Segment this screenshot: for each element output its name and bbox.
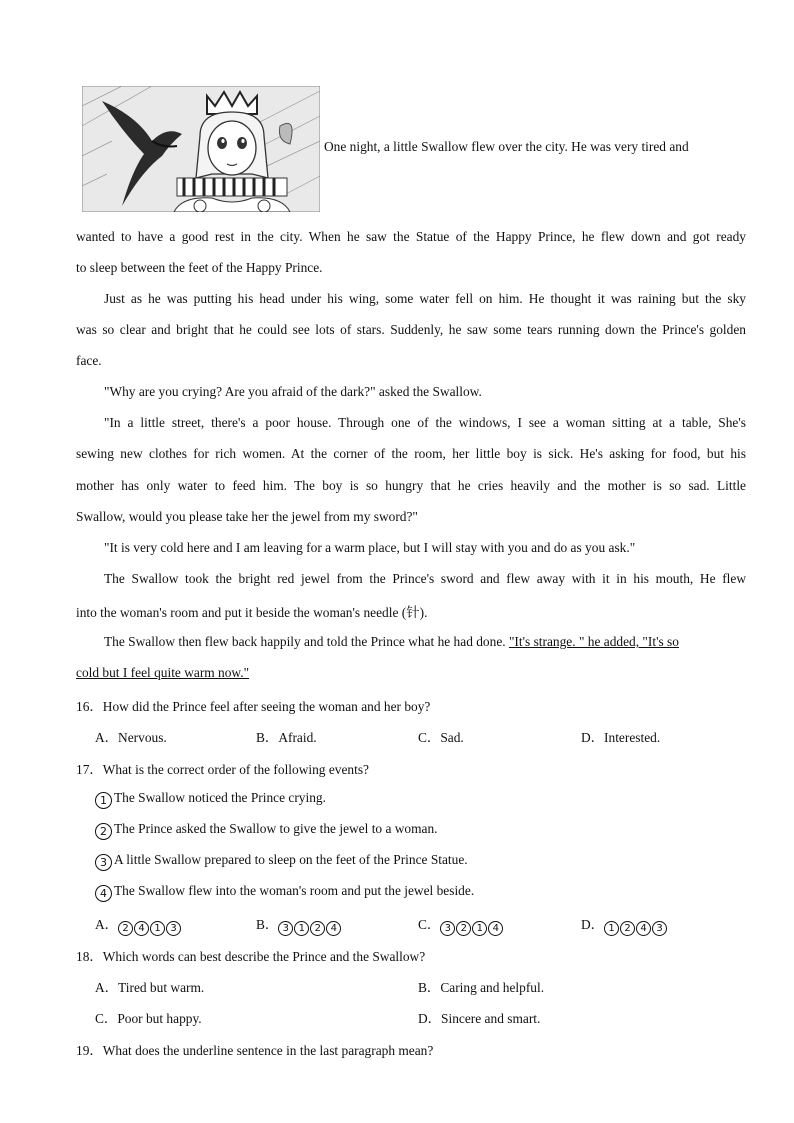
- circled-number: 3: [95, 854, 112, 871]
- circled-number: 2: [620, 921, 635, 936]
- circled-number: 2: [118, 921, 133, 936]
- passage-line: The Swallow took the bright red jewel from the Prince's sword and flew away with it in his mouth, He flew: [104, 571, 746, 586]
- option-label: A．: [95, 917, 119, 932]
- q18-option-c[interactable]: C．Poor but happy.: [95, 1011, 202, 1026]
- q17-event-4: [95, 883, 474, 902]
- passage-line: One night, a little Swallow flew over the city. He was very tired and: [324, 139, 689, 154]
- question-17-stem: 17．What is the correct order of the following events?: [76, 762, 370, 777]
- passage-text: The Swallow then flew back happily and told the Prince what he had done.: [104, 634, 509, 649]
- event-text: The Prince asked the Swallow to give the jewel to a woman.: [114, 821, 438, 836]
- q16-option-c[interactable]: C．Sad.: [418, 730, 464, 745]
- circled-number: 2: [456, 921, 471, 936]
- event-text: A little Swallow prepared to sleep on the feet of the Prince Statue.: [114, 852, 468, 867]
- underlined-sentence: "It's strange. " he added, "It's so: [508, 634, 679, 649]
- q16-option-b[interactable]: B．Afraid.: [256, 730, 317, 745]
- circled-number: 4: [488, 921, 503, 936]
- circled-number: 1: [294, 921, 309, 936]
- circled-number: 3: [440, 921, 455, 936]
- option-label: D．: [581, 917, 605, 932]
- passage-line: was so clear and bright that he could see lots of stars. Suddenly, he saw some tears running down the Prince's golden: [76, 322, 746, 337]
- event-text: The Swallow noticed the Prince crying.: [114, 790, 326, 805]
- passage-line: into the woman's room and put it beside the woman's needle (针).: [76, 605, 428, 620]
- passage-line: wanted to have a good rest in the city. When he saw the Statue of the Happy Prince, he flew down and got ready: [76, 229, 746, 244]
- passage-line: to sleep between the feet of the Happy Prince.: [76, 260, 323, 275]
- q17-event-3: [95, 852, 468, 871]
- circled-number: 1: [472, 921, 487, 936]
- option-label: B．: [256, 917, 279, 932]
- circled-number: 4: [95, 885, 112, 902]
- circled-number: 4: [326, 921, 341, 936]
- question-19-stem: 19．What does the underline sentence in the last paragraph mean?: [76, 1043, 434, 1058]
- q17-option-c[interactable]: [418, 914, 504, 936]
- circled-number: 1: [150, 921, 165, 936]
- passage-line: [104, 634, 746, 650]
- passage-line: mother has only water to feed him. The boy is so hungry that he cries heavily and the mother is so sad. Little: [76, 478, 746, 493]
- passage-line: "In a little street, there's a poor house. Through one of the windows, I see a woman sitting at a table, She's: [104, 415, 746, 430]
- circled-number: 3: [652, 921, 667, 936]
- circled-number: 1: [604, 921, 619, 936]
- q18-option-b[interactable]: B．Caring and helpful.: [418, 980, 545, 995]
- q17-option-a[interactable]: [95, 914, 182, 936]
- passage-line: sewing new clothes for rich women. At the corner of the room, her little boy is sick. He's asking for food, but his: [76, 446, 746, 461]
- q17-option-b[interactable]: [256, 914, 342, 936]
- q16-option-a[interactable]: A．Nervous.: [95, 730, 167, 745]
- circled-number: 3: [166, 921, 181, 936]
- circled-number: 2: [95, 823, 112, 840]
- circled-number: 4: [134, 921, 149, 936]
- q16-option-d[interactable]: D．Interested.: [581, 730, 661, 745]
- question-16-stem: 16．How did the Prince feel after seeing the woman and her boy?: [76, 699, 431, 714]
- q17-event-1: [95, 790, 326, 809]
- circled-number: 3: [278, 921, 293, 936]
- circled-number: 2: [310, 921, 325, 936]
- passage-line: face.: [76, 353, 102, 368]
- circled-number: 1: [95, 792, 112, 809]
- event-text: The Swallow flew into the woman's room and put the jewel beside.: [114, 883, 475, 898]
- question-18-stem: 18．Which words can best describe the Prince and the Swallow?: [76, 949, 426, 964]
- passage-line: "It is very cold here and I am leaving for a warm place, but I will stay with you and do as you ask.": [104, 540, 636, 555]
- q17-option-d[interactable]: [581, 914, 668, 936]
- passage-line: Swallow, would you please take her the jewel from my sword?": [76, 509, 418, 524]
- passage-line: Just as he was putting his head under his wing, some water fell on him. He thought it was raining but the sky: [104, 291, 746, 306]
- option-label: C．: [418, 917, 441, 932]
- happy-prince-illustration: [82, 86, 320, 212]
- circled-number: 4: [636, 921, 651, 936]
- passage-line: "Why are you crying? Are you afraid of the dark?" asked the Swallow.: [104, 384, 482, 399]
- q18-option-d[interactable]: D．Sincere and smart.: [418, 1011, 541, 1026]
- underlined-sentence: cold but I feel quite warm now.": [76, 665, 250, 680]
- q18-option-a[interactable]: A．Tired but warm.: [95, 980, 205, 995]
- q17-event-2: [95, 821, 438, 840]
